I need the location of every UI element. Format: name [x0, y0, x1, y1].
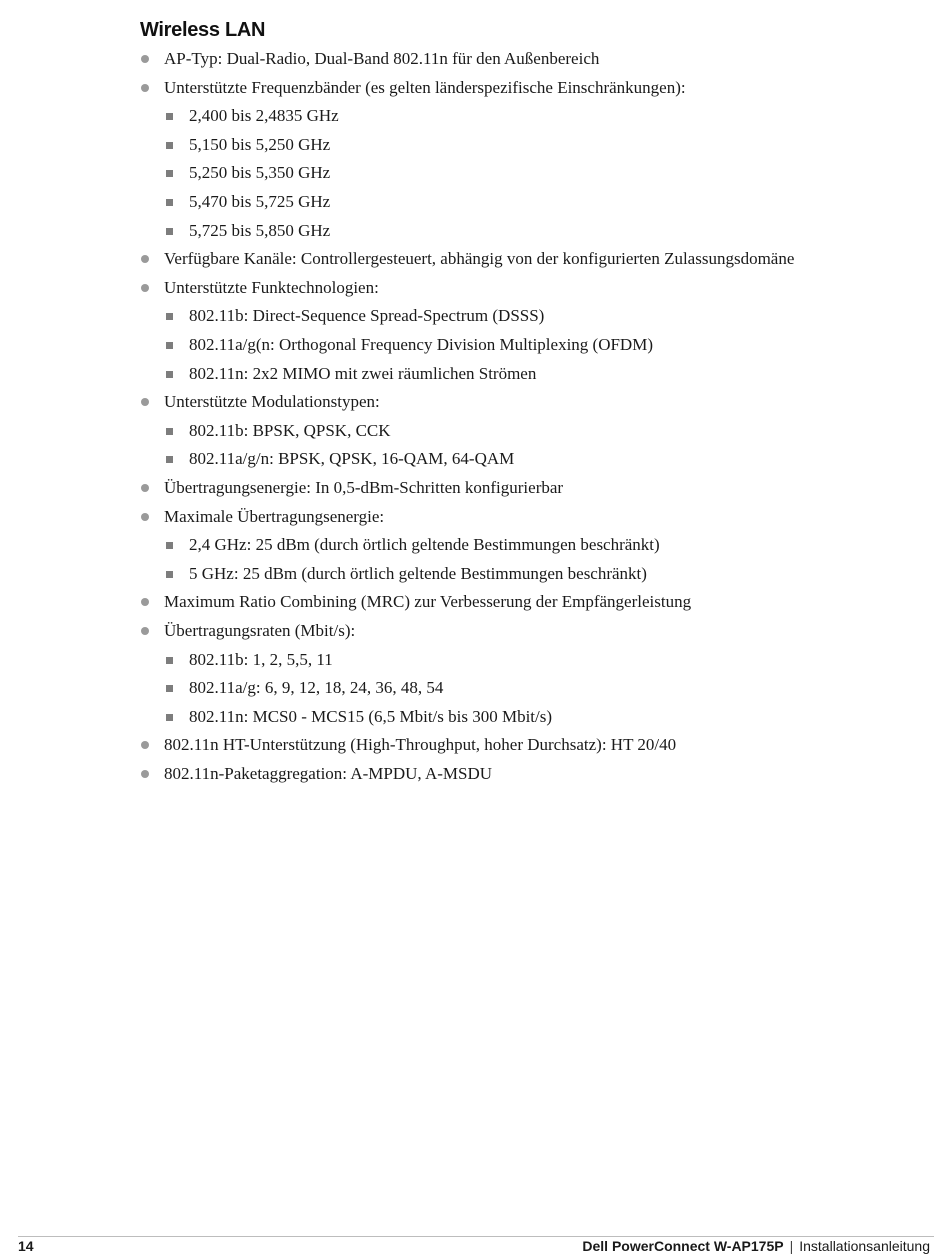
- list-item-text: 2,400 bis 2,4835 GHz: [189, 106, 339, 126]
- square-bullet-icon: [166, 142, 173, 149]
- list-item-text: 802.11a/g(n: Orthogonal Frequency Division Multiplexing (OFDM): [189, 335, 653, 354]
- list-item-text: Unterstützte Funktechnologien:: [164, 277, 379, 297]
- list-item-text: 802.11n: 2x2 MIMO mit zwei räumlichen Strömen: [189, 363, 537, 383]
- sub-list-item: [0, 302, 950, 330]
- square-bullet-icon: [166, 542, 173, 549]
- square-bullet-icon: [166, 199, 173, 206]
- round-bullet-icon: [141, 398, 149, 406]
- list-item: [0, 760, 950, 788]
- square-bullet-icon: [166, 313, 173, 320]
- round-bullet-icon: [141, 770, 149, 778]
- list-item-text: 802.11a/g: 6, 9, 12, 18, 24, 36, 48, 54: [189, 678, 444, 698]
- list-item-text: 5 GHz: 25 dBm (durch örtlich geltende Bestimmungen beschränkt): [189, 563, 647, 583]
- list-item-text: Maximale Übertragungsenergie:: [164, 506, 385, 526]
- list-item: [0, 388, 950, 416]
- list-item: [0, 45, 950, 73]
- list-item: [0, 503, 950, 531]
- list-item-text: 2,4 GHz: 25 dBm (durch örtlich geltende Bestimmungen beschränkt): [189, 535, 660, 555]
- list-item-text: Verfügbare Kanäle: Controllergesteuert, abhängig von der konfigurierten Zulassungsdomäne: [164, 249, 795, 269]
- list-item-text: 5,470 bis 5,725 GHz: [189, 192, 331, 211]
- sub-list-item: [0, 131, 950, 159]
- sub-list-item: [0, 646, 950, 674]
- footer-doc-type: Installationsanleitung: [799, 1238, 930, 1254]
- round-bullet-icon: [141, 741, 149, 749]
- square-bullet-icon: [166, 714, 173, 721]
- sub-list-item: [0, 560, 950, 588]
- list-item: [0, 274, 950, 302]
- list-item-text: 5,150 bis 5,250 GHz: [189, 134, 331, 154]
- square-bullet-icon: [166, 170, 173, 177]
- sub-list-item: [0, 360, 950, 388]
- round-bullet-icon: [141, 598, 149, 606]
- list-item-text: 802.11a/g/n: BPSK, QPSK, 16-QAM, 64-QAM: [189, 449, 515, 469]
- list-item-text: Maximum Ratio Combining (MRC) zur Verbesserung der Empfängerleistung: [164, 592, 692, 612]
- round-bullet-icon: [141, 284, 149, 292]
- page-number: 14: [18, 1238, 34, 1254]
- round-bullet-icon: [141, 55, 149, 63]
- sub-list-item: [0, 159, 950, 187]
- list-item-text: 802.11b: BPSK, QPSK, CCK: [189, 420, 391, 440]
- list-item-text: 5,725 bis 5,850 GHz: [189, 220, 331, 240]
- square-bullet-icon: [166, 371, 173, 378]
- list-item-text: Übertragungsraten (Mbit/s):: [164, 621, 356, 640]
- square-bullet-icon: [166, 456, 173, 463]
- sub-list-item: [0, 417, 950, 445]
- list-item-text: 802.11b: Direct-Sequence Spread-Spectrum (DSSS): [189, 306, 545, 326]
- square-bullet-icon: [166, 228, 173, 235]
- square-bullet-icon: [166, 428, 173, 435]
- square-bullet-icon: [166, 657, 173, 664]
- sub-list-item: [0, 531, 950, 559]
- list-item: [0, 731, 950, 759]
- footer-title: [582, 1238, 930, 1254]
- square-bullet-icon: [166, 685, 173, 692]
- round-bullet-icon: [141, 627, 149, 635]
- footer-product: Dell PowerConnect W-AP175P: [582, 1238, 784, 1254]
- list-item-text: 5,250 bis 5,350 GHz: [189, 163, 331, 183]
- list-item-text: 802.11n HT-Unterstützung (High-Throughput, hoher Durchsatz): HT 20/40: [164, 735, 677, 755]
- sub-list-item: [0, 445, 950, 473]
- list-item-text: Unterstützte Modulationstypen:: [164, 392, 380, 412]
- list-item-text: 802.11n-Paketaggregation: A-MPDU, A-MSDU: [164, 764, 493, 783]
- sub-list-item: [0, 703, 950, 731]
- sub-list-item: [0, 217, 950, 245]
- list-item: [0, 245, 950, 273]
- list-item-text: 802.11n: MCS0 - MCS15 (6,5 Mbit/s bis 300 Mbit/s): [189, 706, 553, 726]
- sub-list-item: [0, 188, 950, 216]
- list-item: [0, 474, 950, 502]
- list-item-text: Unterstützte Frequenzbänder (es gelten länderspezifische Einschränkungen):: [164, 77, 686, 97]
- list-item-text: 802.11b: 1, 2, 5,5, 11: [189, 649, 333, 669]
- footer-divider: [18, 1236, 934, 1237]
- sub-list-item: [0, 102, 950, 130]
- square-bullet-icon: [166, 342, 173, 349]
- section-title: Wireless LAN: [140, 19, 266, 41]
- sub-list-item: [0, 331, 950, 359]
- list-item: [0, 74, 950, 102]
- footer-separator: |: [789, 1238, 794, 1254]
- square-bullet-icon: [166, 113, 173, 120]
- round-bullet-icon: [141, 513, 149, 521]
- list-item: [0, 588, 950, 616]
- list-item-text: Übertragungsenergie: In 0,5-dBm-Schritten konfigurierbar: [164, 478, 564, 497]
- round-bullet-icon: [141, 84, 149, 92]
- sub-list-item: [0, 674, 950, 702]
- round-bullet-icon: [141, 484, 149, 492]
- list-item: [0, 617, 950, 645]
- round-bullet-icon: [141, 255, 149, 263]
- square-bullet-icon: [166, 571, 173, 578]
- list-item-text: AP-Typ: Dual-Radio, Dual-Band 802.11n für den Außenbereich: [164, 49, 600, 68]
